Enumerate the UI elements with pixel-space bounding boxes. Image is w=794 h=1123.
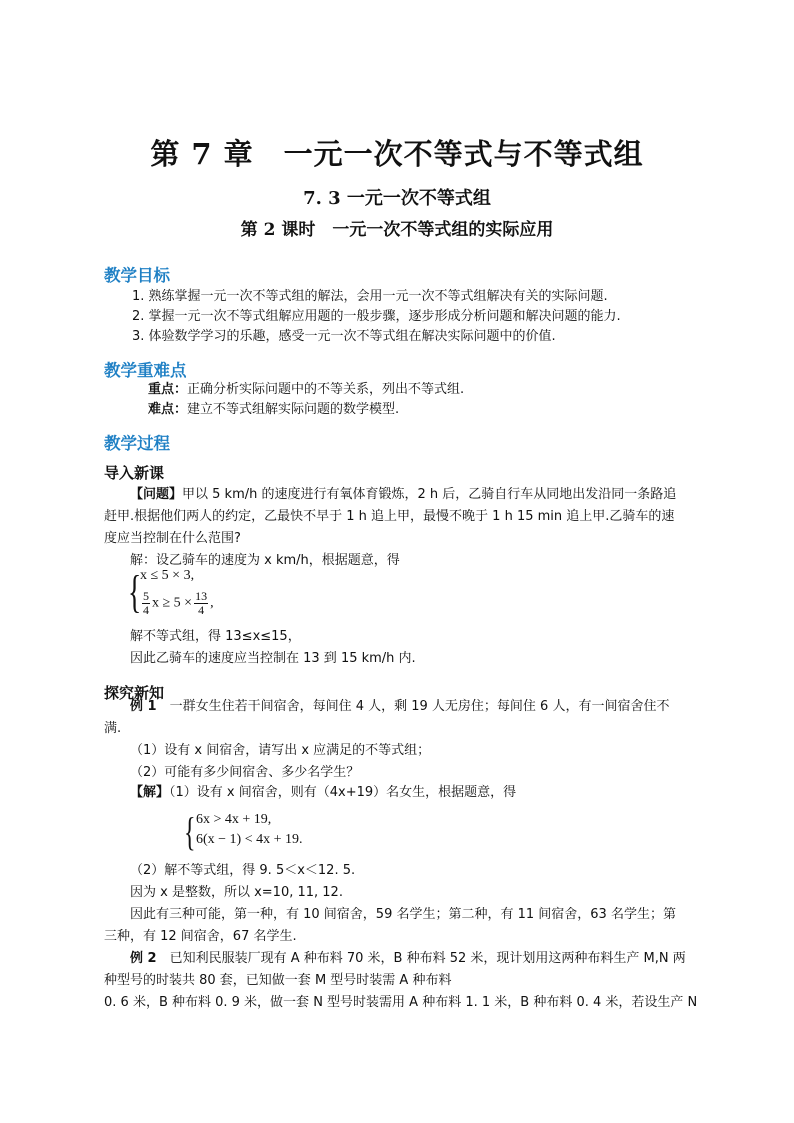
example1-question: （1）设有 x 间宿舍，请写出 x 应满足的不等式组； xyxy=(130,743,431,758)
objective-item: 3. 体验数学学习的乐趣，感受一元一次不等式组在解决实际问题中的价值. xyxy=(132,329,556,344)
chapter-title: 第 7 章 一元一次不等式与不等式组 xyxy=(150,137,644,171)
conclusion-line: 因此乙骑车的速度应当控制在 13 到 15 km/h 内. xyxy=(130,651,416,666)
solve-line: 解不等式组，得 13≤x≤15， xyxy=(130,629,301,644)
solution-line: 解：设乙骑车的速度为 x km/h，根据题意，得 xyxy=(130,553,400,568)
example1-step: 三种，有 12 间宿舍，67 名学生. xyxy=(104,929,297,944)
solution-text: （1）设有 x 间宿舍，则有（4x+19）名女生，根据题意，得 xyxy=(169,785,517,800)
problem-line: 度应当控制在什么范围? xyxy=(104,531,241,546)
example1-line: 满. xyxy=(104,721,122,736)
key-point xyxy=(148,381,464,399)
system-brace: { xyxy=(184,809,196,854)
fraction: $\frac{5}{4}$ xyxy=(143,589,149,617)
example2-line xyxy=(130,950,686,968)
system1-eq1: x ≤ 5 × 3, xyxy=(140,568,195,583)
process-heading: 教学过程 xyxy=(104,434,170,453)
example1-text: 一群女生住若干间宿舍，每间住 4 人，剩 19 人无房住；每间住 6 人，有一间宿舍住不 xyxy=(156,699,670,714)
example2-text: 已知利民服装厂现有 A 种布料 70 米，B 种布料 52 米，现计划用这两种布料生产 M,N 两 xyxy=(156,951,686,966)
section-title: 7. 3 一元一次不等式组 xyxy=(303,188,491,209)
example1-label: 例 1 xyxy=(130,699,157,714)
system2-eq2: 6(x − 1) < 4x + 19. xyxy=(196,832,303,847)
key-text: 正确分析实际问题中的不等关系，列出不等式组. xyxy=(187,382,465,397)
example2-label: 例 2 xyxy=(130,951,157,966)
problem-text: 甲以 5 km/h 的速度进行有氧体育锻炼，2 h 后，乙骑自行车从同地出发沿同一条路追 xyxy=(182,487,677,502)
example2-line: 0. 6 米，B 种布料 0. 9 米，做一套 N 型号时装需用 A 种布料 1. 1 米，B 种布料 0. 4 米，若设生产 N xyxy=(104,995,698,1010)
example1-step: 因此有三种可能，第一种，有 10 间宿舍，59 名学生；第二种，有 11 间宿舍，63 名学生；第 xyxy=(130,907,676,922)
example1-solution xyxy=(130,784,516,802)
difficult-point xyxy=(148,401,399,419)
solution-label: 【解】 xyxy=(130,785,170,800)
example1-question: （2）可能有多少间宿舍、多少名学生？ xyxy=(130,765,360,780)
objectives-heading: 教学目标 xyxy=(104,266,170,285)
keypoints-heading: 教学重难点 xyxy=(104,361,187,380)
system2-eq1: 6x > 4x + 19, xyxy=(196,812,272,827)
problem-line: 赶甲.根据他们两人的约定，乙最快不早于 1 h 追上甲，最慢不晚于 1 h 15 min 追上甲.乙骑车的速 xyxy=(104,509,675,524)
fraction: $\frac{13}{4}$ xyxy=(195,589,208,617)
intro-heading: 导入新课 xyxy=(104,464,165,482)
lesson-title: 第 2 课时 一元一次不等式组的实际应用 xyxy=(240,220,554,240)
difficult-text: 建立不等式组解实际问题的数学模型. xyxy=(187,402,400,417)
example1-step: （2）解不等式组，得 9. 5＜x＜12. 5. xyxy=(130,863,356,878)
problem-line xyxy=(130,486,676,504)
problem-label: 【问题】 xyxy=(130,487,183,502)
explore-heading: 探究新知 xyxy=(104,684,165,702)
example2-line: 种型号的时装共 80 套，已知做一套 M 型号时装需 A 种布料 xyxy=(104,973,452,988)
objective-item: 1. 熟练掌握一元一次不等式组的解法，会用一元一次不等式组解决有关的实际问题. xyxy=(132,289,608,304)
example1-line xyxy=(130,698,669,716)
example1-step: 因为 x 是整数，所以 x=10, 11, 12. xyxy=(130,885,343,900)
difficult-label: 难点： xyxy=(148,402,188,417)
system-brace: { xyxy=(128,566,142,617)
key-label: 重点： xyxy=(148,382,188,397)
objective-item: 2. 掌握一元一次不等式组解应用题的一般步骤，逐步形成分析问题和解决问题的能力. xyxy=(132,309,621,324)
system1-eq2: $\frac{5}{4}$ x ≥ 5 × $\frac{13}{4}$ , xyxy=(143,589,214,617)
